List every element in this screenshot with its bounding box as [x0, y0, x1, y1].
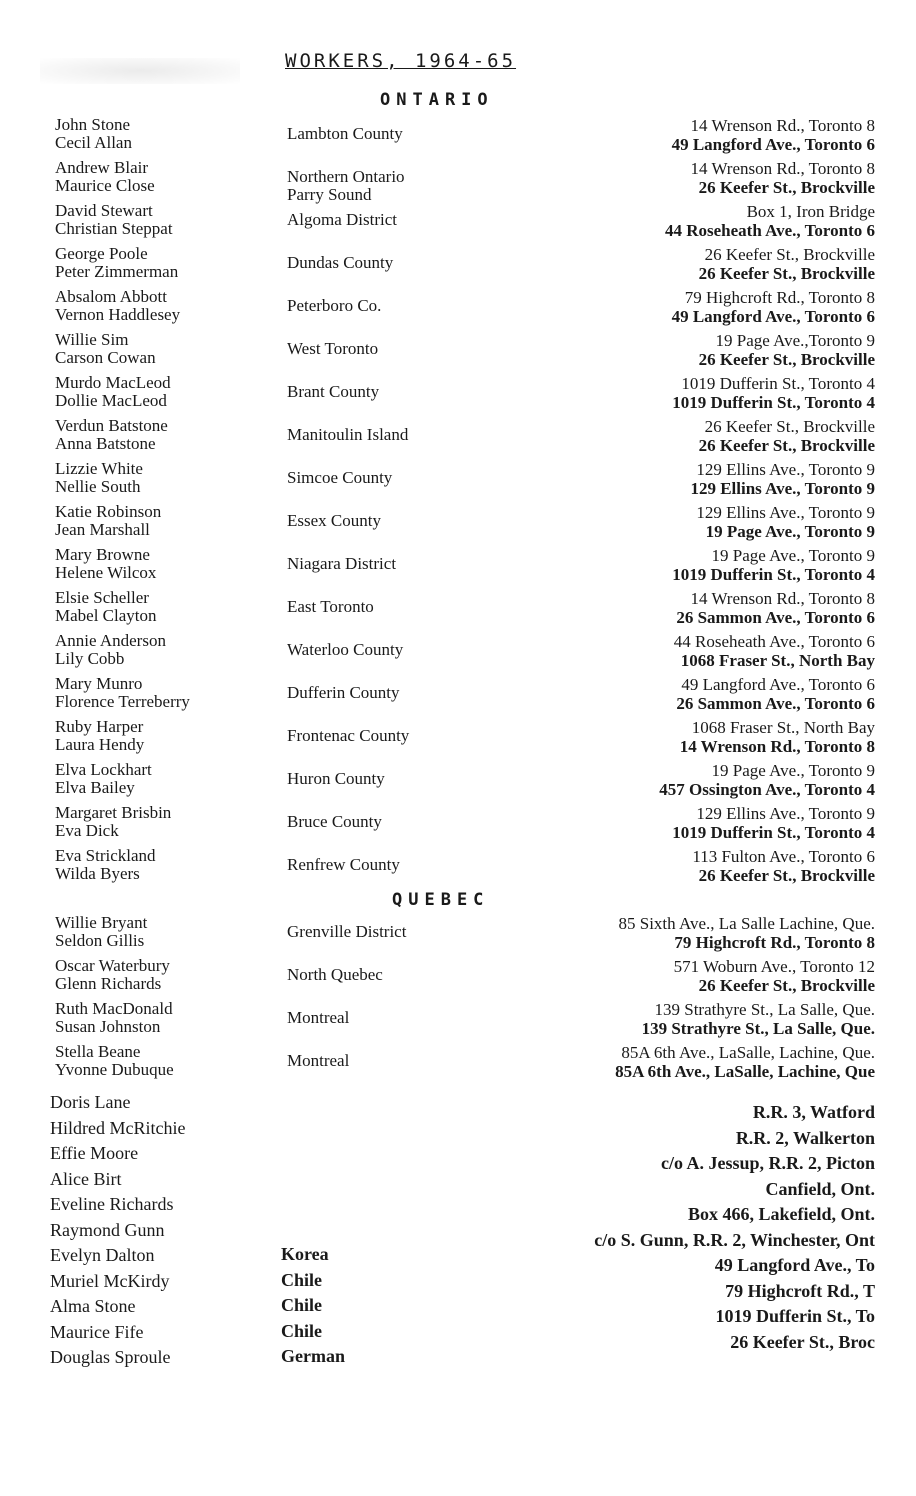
worker-name: Carson Cowan	[55, 348, 156, 367]
field-place: Niagara District	[287, 554, 397, 573]
field-place: Peterboro Co.	[287, 296, 382, 315]
entry-addresses	[500, 288, 875, 331]
worker-name: Alma Stone	[50, 1296, 136, 1316]
worker-name: Annie Anderson	[55, 631, 166, 650]
worker-name: Mary Browne	[55, 545, 150, 564]
worker-name: Cecil Allan	[55, 133, 132, 152]
field-place: Bruce County	[287, 812, 382, 831]
worker-name: Lizzie White	[55, 459, 143, 478]
worker-name: Eva Dick	[55, 821, 119, 840]
entry-names	[55, 202, 285, 245]
entry-place	[287, 804, 507, 847]
worker-name: Laura Hendy	[55, 735, 145, 754]
entry-addresses	[500, 675, 875, 718]
worker-name: Helene Wilcox	[55, 563, 157, 582]
entry-addresses	[500, 847, 875, 890]
field-place: West Toronto	[287, 339, 379, 358]
home-address: 26 Keefer St., Brockville	[698, 350, 875, 369]
worker-name: Peter Zimmerman	[55, 262, 179, 281]
home-address: 79 Highcroft Rd., Toronto 8	[674, 933, 875, 952]
entry-names	[55, 761, 285, 804]
home-address: 49 Langford Ave., Toronto 6	[671, 307, 875, 326]
entry-place	[287, 288, 507, 331]
entry-names	[55, 288, 285, 331]
worker-name: Stella Beane	[55, 1042, 141, 1061]
home-address: 49 Langford Ave., Toronto 6	[681, 675, 875, 694]
home-address: 26 Keefer St., Broc	[730, 1331, 875, 1352]
home-address: 19 Page Ave., Toronto 9	[711, 546, 875, 565]
section-heading-ontario: ONTARIO	[380, 90, 494, 110]
worker-name: Willie Bryant	[55, 913, 148, 932]
entry-place	[287, 847, 507, 890]
other-places-column	[281, 1242, 401, 1370]
worker-name: Anna Batstone	[55, 434, 156, 453]
worker-name: Elsie Scheller	[55, 588, 149, 607]
worker-name: Jean Marshall	[55, 520, 150, 539]
entry-place	[287, 589, 507, 632]
home-address: 1019 Dufferin St., Toronto 4	[672, 393, 875, 412]
entry-place	[287, 914, 507, 957]
entry-names	[55, 1000, 285, 1043]
worker-name: Ruby Harper	[55, 717, 144, 736]
other-names-column	[50, 1090, 280, 1371]
field-place: Lambton County	[287, 124, 403, 143]
field-place: Brant County	[287, 382, 380, 401]
field-place: Northern Ontario Parry Sound	[287, 167, 405, 204]
worker-name: Ruth MacDonald	[55, 999, 173, 1018]
worker-name: Hildred McRitchie	[50, 1117, 186, 1138]
home-address: 1068 Fraser St., North Bay	[691, 718, 875, 737]
home-address: 79 Highcroft Rd., Toronto 8	[684, 288, 875, 307]
page-smudge	[40, 58, 240, 84]
worker-name: Doris Lane	[50, 1092, 131, 1112]
entry-place	[287, 374, 507, 417]
worker-name: Susan Johnston	[55, 1017, 161, 1036]
entry-place	[287, 546, 507, 589]
home-address: 14 Wrenson Rd., Toronto 8	[690, 116, 875, 135]
entry-names	[55, 331, 285, 374]
home-address: 19 Page Ave., Toronto 9	[711, 761, 875, 780]
entry-names	[55, 503, 285, 546]
worker-name: Andrew Blair	[55, 158, 149, 177]
field-place: Montreal	[287, 1008, 350, 1027]
entry-addresses	[500, 460, 875, 503]
field-place: Chile	[281, 1320, 323, 1341]
home-address: 1019 Dufferin St., To	[715, 1306, 875, 1326]
field-place: Huron County	[287, 769, 385, 788]
entry-addresses	[500, 804, 875, 847]
entry-names	[55, 589, 285, 632]
worker-name: Evelyn Dalton	[50, 1245, 155, 1265]
home-address: 14 Wrenson Rd., Toronto 8	[690, 159, 875, 178]
home-address: 129 Ellins Ave., Toronto 9	[696, 460, 875, 479]
entry-names	[55, 417, 285, 460]
worker-name: Lily Cobb	[55, 649, 125, 668]
worker-name: Muriel McKirdy	[50, 1270, 170, 1291]
page-title: WORKERS, 1964-65	[285, 50, 517, 72]
quebec-addresses-column	[500, 914, 875, 1086]
entry-addresses	[500, 1000, 875, 1043]
home-address: 44 Roseheath Ave., Toronto 6	[673, 632, 875, 651]
worker-name: Florence Terreberry	[55, 692, 190, 711]
home-address: 1019 Dufferin St., Toronto 4	[672, 565, 875, 584]
worker-name: John Stone	[55, 115, 131, 134]
field-place: Frontenac County	[287, 726, 410, 745]
home-address: 457 Ossington Ave., Toronto 4	[659, 780, 875, 799]
worker-name: Dollie MacLeod	[55, 391, 167, 410]
entry-place	[287, 116, 507, 159]
field-place: Chile	[281, 1269, 323, 1290]
entry-addresses	[500, 331, 875, 374]
home-address: 79 Highcroft Rd., T	[725, 1280, 875, 1301]
field-place: Korea	[281, 1244, 329, 1264]
home-address: 129 Ellins Ave., Toronto 9	[690, 479, 875, 498]
entry-addresses	[500, 202, 875, 245]
field-place: Essex County	[287, 511, 381, 530]
home-address: 14 Wrenson Rd., Toronto 8	[679, 737, 875, 756]
entry-names	[55, 1043, 285, 1086]
entry-addresses	[500, 914, 875, 957]
worker-name: Mary Munro	[55, 674, 143, 693]
entry-names	[55, 374, 285, 417]
worker-name: Yvonne Dubuque	[55, 1060, 174, 1079]
home-address: Box 466, Lakefield, Ont.	[687, 1204, 875, 1224]
entry-place	[287, 761, 507, 804]
worker-name: Maurice Fife	[50, 1321, 144, 1342]
entry-names	[55, 675, 285, 718]
quebec-places-column	[287, 914, 507, 1086]
entry-addresses	[500, 718, 875, 761]
entry-names	[55, 847, 285, 890]
worker-name: Raymond Gunn	[50, 1219, 165, 1240]
entry-names	[55, 718, 285, 761]
worker-name: Christian Steppat	[55, 219, 173, 238]
worker-name: Margaret Brisbin	[55, 803, 172, 822]
entry-addresses	[500, 417, 875, 460]
home-address: 19 Page Ave.,Toronto 9	[715, 331, 875, 350]
home-address: 14 Wrenson Rd., Toronto 8	[690, 589, 875, 608]
entry-names	[55, 546, 285, 589]
home-address: 49 Langford Ave., To	[714, 1255, 875, 1275]
worker-name: Seldon Gillis	[55, 931, 145, 950]
entry-place	[287, 331, 507, 374]
entry-addresses	[500, 546, 875, 589]
entry-place	[287, 460, 507, 503]
entry-names	[55, 159, 285, 202]
entry-addresses	[500, 245, 875, 288]
home-address: 1019 Dufferin St., Toronto 4	[681, 374, 875, 393]
entry-addresses	[500, 503, 875, 546]
field-place: North Quebec	[287, 965, 383, 984]
ontario-places-column	[287, 116, 507, 890]
field-place: Waterloo County	[287, 640, 404, 659]
home-address: 113 Fulton Ave., Toronto 6	[692, 847, 875, 866]
home-address: 26 Keefer St., Brockville	[698, 264, 875, 283]
worker-name: Alice Birt	[50, 1168, 122, 1189]
home-address: 26 Keefer St., Brockville	[704, 417, 875, 436]
field-place: Montreal	[287, 1051, 350, 1070]
field-place: Renfrew County	[287, 855, 400, 874]
worker-name: Murdo MacLeod	[55, 373, 171, 392]
entry-addresses	[500, 116, 875, 159]
entry-place	[287, 718, 507, 761]
worker-name: Effie Moore	[50, 1143, 139, 1163]
worker-name: Douglas Sproule	[50, 1347, 171, 1367]
home-address: 85A 6th Ave., LaSalle, Lachine, Que	[615, 1062, 875, 1081]
entry-place	[287, 632, 507, 675]
worker-name: David Stewart	[55, 201, 153, 220]
field-place: Dufferin County	[287, 683, 400, 702]
entry-place	[287, 675, 507, 718]
field-place: Manitoulin Island	[287, 425, 409, 444]
home-address: R.R. 3, Watford	[752, 1102, 875, 1122]
section-heading-quebec: QUEBEC	[392, 890, 490, 910]
home-address: c/o S. Gunn, R.R. 2, Winchester, Ont	[594, 1229, 875, 1250]
entry-names	[55, 245, 285, 288]
entry-place	[287, 417, 507, 460]
worker-name: Katie Robinson	[55, 502, 162, 521]
entry-addresses	[500, 1043, 875, 1086]
home-address: 571 Woburn Ave., Toronto 12	[673, 957, 875, 976]
entry-place	[287, 159, 507, 202]
entry-names	[55, 116, 285, 159]
home-address: 19 Page Ave., Toronto 9	[705, 522, 875, 541]
entry-addresses	[500, 957, 875, 1000]
home-address: 26 Sammon Ave., Toronto 6	[676, 608, 875, 627]
field-place: German	[281, 1346, 345, 1366]
home-address: 26 Keefer St., Brockville	[704, 245, 875, 264]
home-address: 26 Sammon Ave., Toronto 6	[676, 694, 875, 713]
entry-place	[287, 245, 507, 288]
field-place: Grenville District	[287, 922, 407, 941]
entry-addresses	[500, 374, 875, 417]
worker-name: Eveline Richards	[50, 1194, 174, 1214]
home-address: 26 Keefer St., Brockville	[698, 866, 875, 885]
quebec-names-column	[55, 914, 285, 1086]
entry-place	[287, 957, 507, 1000]
worker-name: Nellie South	[55, 477, 141, 496]
entry-place	[287, 1043, 507, 1086]
home-address: 139 Strathyre St., La Salle, Que.	[654, 1000, 875, 1019]
worker-name: George Poole	[55, 244, 148, 263]
home-address: 139 Strathyre St., La Salle, Que.	[641, 1019, 875, 1038]
home-address: 85A 6th Ave., LaSalle, Lachine, Que.	[621, 1043, 875, 1062]
entry-place	[287, 1000, 507, 1043]
entry-addresses	[500, 159, 875, 202]
entry-names	[55, 914, 285, 957]
field-place: Chile	[281, 1295, 323, 1315]
entry-names	[55, 804, 285, 847]
entry-names	[55, 632, 285, 675]
worker-name: Eva Strickland	[55, 846, 156, 865]
home-address: Box 1, Iron Bridge	[746, 202, 875, 221]
home-address: c/o A. Jessup, R.R. 2, Picton	[660, 1153, 875, 1173]
ontario-addresses-column	[500, 116, 875, 890]
entry-addresses	[500, 589, 875, 632]
home-address: 1068 Fraser St., North Bay	[680, 651, 875, 670]
other-addresses-column	[500, 1100, 875, 1355]
home-address: 85 Sixth Ave., La Salle Lachine, Que.	[618, 914, 875, 933]
entry-place	[287, 202, 507, 245]
entry-addresses	[500, 761, 875, 804]
home-address: 26 Keefer St., Brockville	[698, 178, 875, 197]
entry-place	[287, 503, 507, 546]
field-place: Simcoe County	[287, 468, 393, 487]
entry-names	[55, 460, 285, 503]
home-address: 129 Ellins Ave., Toronto 9	[696, 503, 875, 522]
worker-name: Absalom Abbott	[55, 287, 167, 306]
worker-name: Vernon Haddlesey	[55, 305, 181, 324]
home-address: Canfield, Ont.	[765, 1178, 875, 1199]
field-place: Algoma District	[287, 210, 398, 229]
entry-names	[55, 957, 285, 1000]
home-address: 129 Ellins Ave., Toronto 9	[696, 804, 875, 823]
worker-name: Oscar Waterbury	[55, 956, 170, 975]
ontario-names-column	[55, 116, 285, 890]
worker-name: Elva Lockhart	[55, 760, 152, 779]
worker-name: Maurice Close	[55, 176, 155, 195]
home-address: 26 Keefer St., Brockville	[698, 976, 875, 995]
home-address: 1019 Dufferin St., Toronto 4	[672, 823, 875, 842]
worker-name: Wilda Byers	[55, 864, 140, 883]
field-place: Dundas County	[287, 253, 394, 272]
home-address: 44 Roseheath Ave., Toronto 6	[664, 221, 875, 240]
entry-addresses	[500, 632, 875, 675]
home-address: R.R. 2, Walkerton	[735, 1127, 875, 1148]
worker-name: Willie Sim	[55, 330, 129, 349]
home-address: 26 Keefer St., Brockville	[698, 436, 875, 455]
worker-name: Verdun Batstone	[55, 416, 168, 435]
field-place: East Toronto	[287, 597, 374, 616]
worker-name: Elva Bailey	[55, 778, 135, 797]
worker-name: Mabel Clayton	[55, 606, 157, 625]
home-address: 49 Langford Ave., Toronto 6	[671, 135, 875, 154]
worker-name: Glenn Richards	[55, 974, 162, 993]
